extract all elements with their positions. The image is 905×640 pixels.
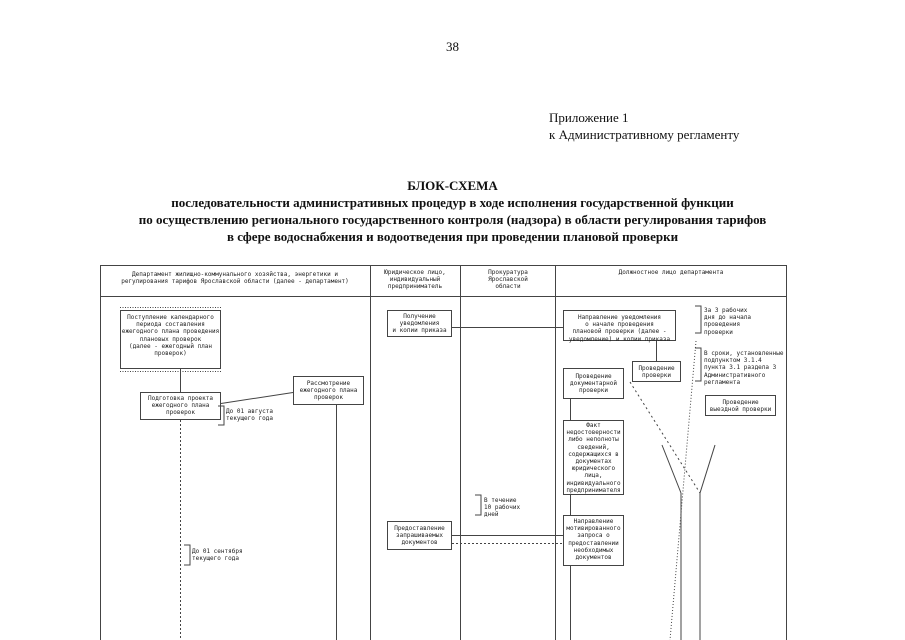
title-sub-2: по осуществлению регионального государственного контроля (надзора) в области регулирования тарифов — [138, 212, 767, 227]
column-header-official: Должностное лицо департамента — [618, 269, 724, 276]
appendix-line-2: к Административному регламенту — [549, 127, 740, 142]
box-receive-notice: Получение уведомления и копии приказа — [392, 313, 447, 335]
box-doc-check: Проведение документарной проверки — [570, 373, 617, 395]
note-sep: До 01 сентября текущего года — [192, 548, 243, 563]
box-provide-docs: Предоставление запрашиваемых документов — [394, 525, 445, 547]
box-send-notice: Направление уведомления о начале проведения плановой проверки (далее - уведомление) и копии приказа — [568, 314, 671, 343]
box-send-request: Направление мотивированного запроса о предоставлении необходимых документов — [566, 518, 621, 562]
box-prepare-plan: Подготовка проекта ежегодного плана проверок — [147, 395, 214, 417]
box-draft-plan: Поступление календарного периода составления ежегодного плана проведения плановых проверок (далее - ежегодный план проверок) — [121, 314, 220, 358]
box-inaccuracy: Факт недостоверности либо неполноты сведений, содержащихся в документах юридического лица, индивидуального предпринимателя — [566, 422, 621, 494]
page-number: 38 — [446, 39, 459, 54]
box-field-check: Проведение выездной проверки — [709, 399, 772, 414]
column-header-legal-entity: Юридическое лицо, индивидуальный предприниматель — [384, 269, 446, 291]
title-main: БЛОК-СХЕМА — [407, 178, 498, 193]
note-three-days: За 3 рабочих дня до начала проведения проверки — [704, 307, 751, 336]
box-check: Проведение проверки — [638, 365, 675, 380]
column-header-department: Департамент жилищно-коммунального хозяйства, энергетики и регулирования тарифов Ярославской области (далее - департамент) — [121, 271, 349, 286]
box-review-plan: Рассмотрение ежегодного плана проверок — [299, 380, 358, 402]
title-sub-1: последовательности административных процедур в ходе исполнения государственной функции — [171, 195, 734, 210]
note-aug: До 01 августа текущего года — [226, 408, 273, 423]
column-header-prosecutor: Прокуратура Ярославской области — [488, 269, 528, 291]
note-deadline: В сроки, установленные подпунктом 3.1.4 пункта 3.1 раздела 3 Административного регламента — [704, 350, 784, 386]
title-sub-3: в сфере водоснабжения и водоотведения при проведении плановой проверки — [226, 229, 679, 244]
note-ten-days: В течение 10 рабочих дней — [484, 497, 521, 519]
appendix-line-1: Приложение 1 — [549, 110, 629, 125]
flowchart — [100, 265, 787, 640]
